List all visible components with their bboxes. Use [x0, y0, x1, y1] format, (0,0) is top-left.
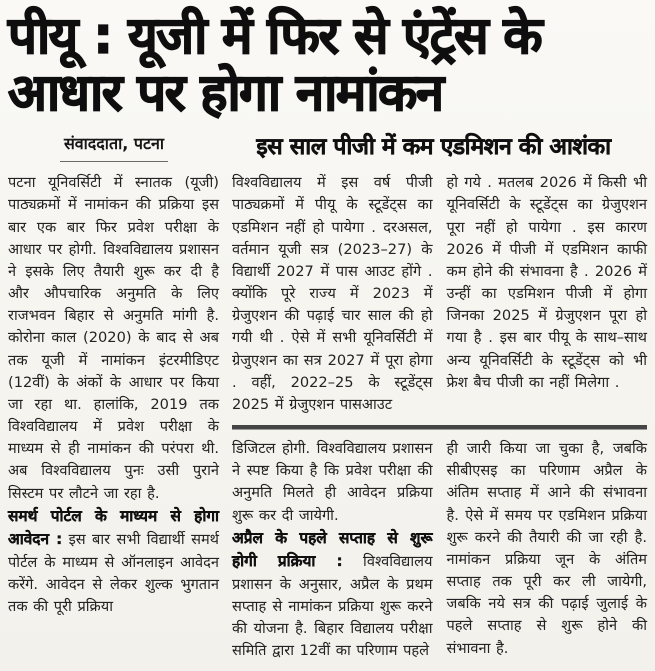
lead-paragraph-1 — [8, 172, 219, 505]
right-columns-area — [232, 172, 647, 662]
continuation-mid-paragraph-2-text: विश्वविद्यालय प्रशासन के अनुसार, अप्रैल के प्रथम सप्ताह से नामांकन प्रक्रिया शुरू करने की योजना है. बिहार विद्यालय परीक्षा समिति द्वारा 12वीं का परिणाम पहले — [232, 553, 433, 660]
column-left — [8, 172, 219, 662]
lead-paragraph-2 — [8, 505, 219, 618]
horizontal-rule — [232, 425, 647, 430]
main-headline — [8, 8, 647, 122]
pg-box-column-right — [447, 172, 648, 416]
continuation-mid-paragraph-2 — [232, 527, 433, 663]
main-headline-line1: पीयू : यूजी में फिर से एंट्रेंस के — [8, 7, 541, 66]
byline-subheadline-row — [8, 128, 647, 162]
article-body — [8, 172, 647, 662]
april-subhead: अप्रैल के पहले सप्ताह से शुरू होगी प्रक्रिया : — [232, 528, 433, 571]
continuation-mid-paragraph-1 — [232, 438, 433, 527]
byline-wrap — [8, 128, 220, 162]
pg-box-column-mid — [232, 172, 433, 416]
lead-paragraph-2-text: इस बार सभी विद्यार्थी समर्थ पोर्टल के माध्यम से ऑनलाइन आवेदन करेंगे. आवेदन से लेकर शुल्क भुगतान तक की पूरी प्रक्रिया — [8, 531, 219, 615]
main-headline-line2: आधार पर होगा नामांकन — [8, 64, 443, 124]
byline: संवाददाता, पटना — [60, 132, 168, 162]
continuation-right-paragraph: ही जारी किया जा चुका है, जबकि सीबीएसइ का परिणाम अप्रैल के अंतिम सप्ताह में आने की संभावना है. ऐसे में समय पर एडमिशन प्रक्रिया शुरू करने की तैयारी की जा रही है. नामांकन प्रक्रिया जून के अंतिम सप्ताह तक पूरी कर ली जायेगी, जबकि नये सत्र की पढ़ाई जुलाई के पहले सप्ताह से शुरू होने की संभावना है. — [446, 440, 647, 657]
pg-box-body — [232, 172, 647, 416]
pg-box-mid-paragraph: विश्वविद्यालय में इस वर्ष पीजी पाठ्यक्रमों में पीयू के स्टूडेंट्स का एडमिशन नहीं हो पायेगा . दरअसल, वर्तमान यूजी सत्र (2023–27) के विद्यार्थी 2027 में पास आउट होंगे . क्योंकि पूरे राज्य में 2023 में ग्रेजुएशन की पढ़ाई चार साल की हो गयी थी . ऐसे में सभी यूनिवर्सिटी में ग्रेजुएशन का सत्र 2027 में पूरा होगा . वहीं, 2022–25 के स्टूडेंट्स 2025 में ग्रेजुएशन पासआउट — [232, 174, 433, 413]
continuation-mid-paragraph-1-text: डिजिटल होगी. विश्वविद्यालय प्रशासन ने स्पष्ट किया है कि प्रवेश परीक्षा की अनुमति मिलते ही आवेदन प्रक्रिया शुरू कर दी जायेगी. — [232, 440, 433, 524]
continuation-column-mid — [232, 438, 433, 662]
lead-paragraph-1-text: पटना यूनिवर्सिटी में स्नातक (यूजी) पाठ्यक्रमों में नामांकन की प्रक्रिया इस बार एक बार फिर प्रवेश परीक्षा के आधार पर होगी. विश्वविद्यालय प्रशासन ने इसके लिए तैयारी शुरू कर दी है और औपचारिक अनुमति के लिए राजभवन बिहार से अनुमति मांगी है. कोरोना काल (2020) के बाद से अब तक यूजी में नामांकन इंटरमीडिएट (12वीं) के अंकों के आधार पर किया जा रहा था. हालांकि, 2019 तक विश्वविद्यालय में प्रवेश परीक्षा के माध्यम से ही नामांकन की परंपरा थी. अब विश्वविद्यालय पुनः उसी पुराने सिस्टम पर लौटने जा रहा है. — [8, 174, 219, 502]
pg-box-headline: इस साल पीजी में कम एडमिशन की आशंका — [256, 134, 611, 161]
portal-subhead: समर्थ पोर्टल के माध्यम से होगा आवेदन : — [8, 506, 219, 549]
pg-box-right-paragraph: हो गये . मतलब 2026 में किसी भी यूनिवर्सिटी के स्टूडेंट्स का ग्रेजुएशन पूरा नहीं हो पायेगा . इस कारण 2026 में पीजी में एडमिशन काफी कम होने की संभावना है . 2026 में उन्हीं का एडमिशन पीजी में होगा जिनका 2025 में ग्रेजुएशन पूरा हो गया है . इस बार पीयू के साथ–साथ अन्य यूनिवर्सिटी के स्टूडेंट्स को भी फ्रेश बैच पीजी का नहीं मिलेगा . — [446, 174, 647, 391]
continuation-column-right — [447, 438, 648, 662]
lead-continuation-body — [232, 438, 647, 662]
